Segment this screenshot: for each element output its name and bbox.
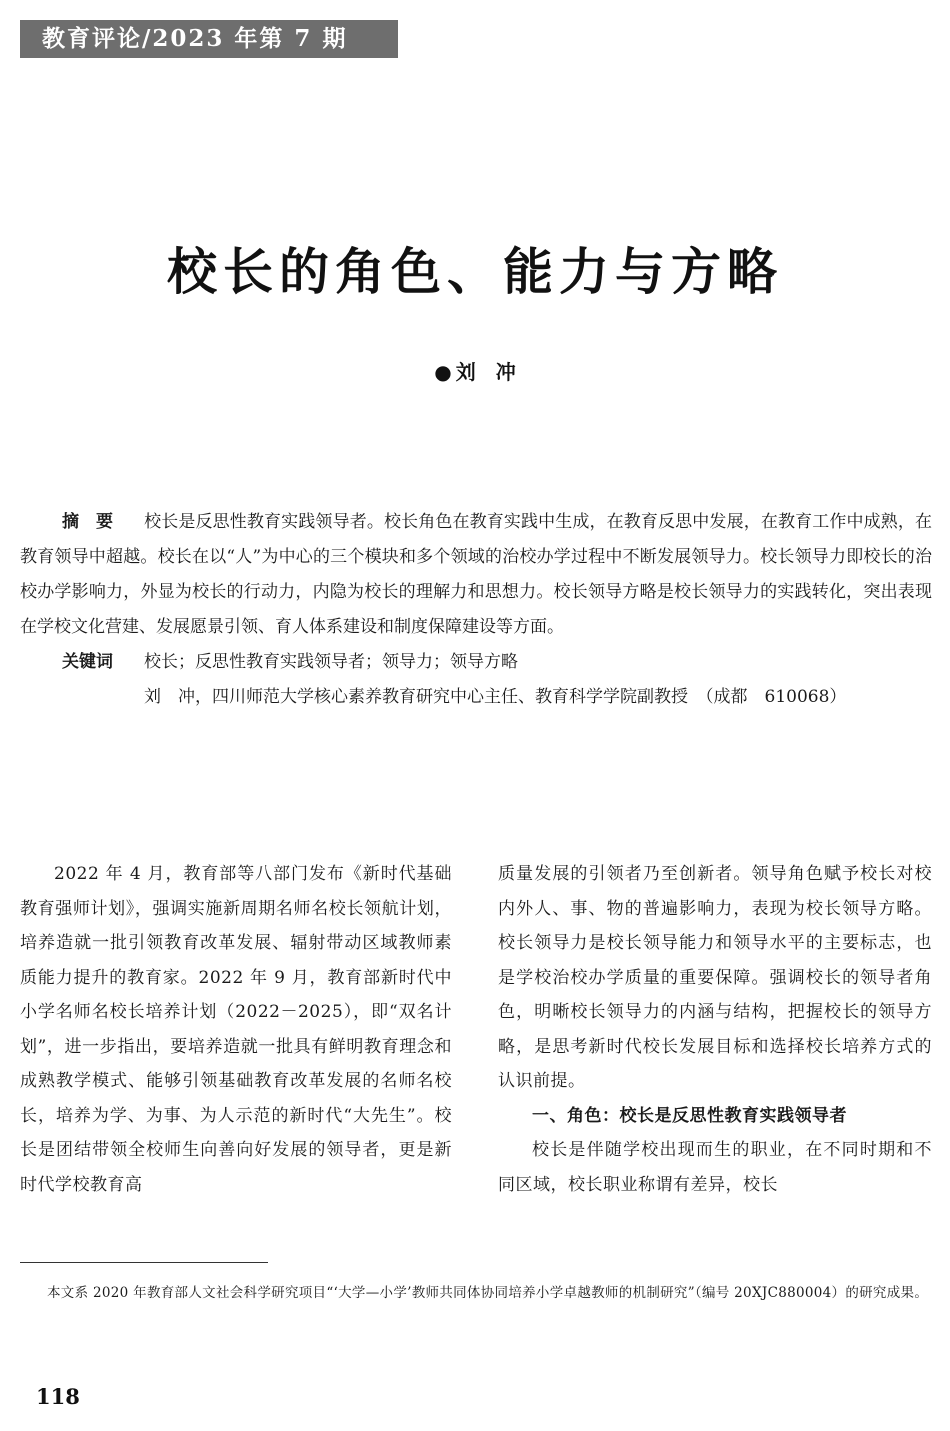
author-info-label	[20, 680, 144, 715]
footnote: 本文系 2020 年教育部人文社会科学研究项目“‘大学—小学’教师共同体协同培养小学卓越教师的机制研究”（编号 20XJC880004）的研究成果。	[47, 1285, 929, 1301]
abstract-text: 校长是反思性教育实践领导者。校长角色在教育实践中生成，在教育反思中发展，在教育工作中成熟，在教育领导中超越。校长在以“人”为中心的三个模块和多个领域的治校办学过程中不断发展领导力。校长领导力即校长的治校办学影响力，外显为校长的行动力，内隐为校长的理解力和思想力。校长领导方略是校长领导力的实践转化，突出表现在学校文化营建、发展愿景引领、育人体系建设和制度保障建设等方面。	[20, 512, 932, 637]
body-paragraph: 2022 年 4 月，教育部等八部门发布《新时代基础教育强师计划》，强调实施新周期名师名校长领航计划，培养造就一批引领教育改革发展、辐射带动区域教师素质能力提升的教育家。2022 年 9 月，教育部新时代中小学名师名校长培养计划（2022－2025），即“双名计划”，进一步指出，要培养造就一批具有鲜明教育理念和成熟教学模式、能够引领基础教育改革发展的名师名校长，培养为学、为事、为人示范的新时代“大先生”。校长是团结带领全校师生向善向好发展的领导者，更是新时代学校教育高	[20, 864, 452, 1195]
article-meta	[20, 505, 932, 715]
running-head: 教育评论/2023 年第 7 期	[20, 20, 398, 58]
page-number: 118	[36, 1384, 80, 1409]
footnote-divider	[20, 1262, 268, 1263]
author-info-text: 刘 冲，四川师范大学核心素养教育研究中心主任、教育科学学院副教授 （成都 610068）	[144, 687, 847, 707]
abstract-label: 摘 要	[62, 512, 113, 532]
body-paragraph-continued: 质量发展的引领者乃至创新者。领导角色赋予校长对校内外人、事、物的普遍影响力，表现为校长领导方略。校长领导力是校长领导能力和领导水平的主要标志，也是学校治校办学质量的重要保障。强调校长的领导者角色，明晰校长领导力的内涵与结构，把握校长的领导方略，是思考新时代校长发展目标和选择校长培养方式的认识前提。	[498, 864, 932, 1091]
body-paragraph: 校长是伴随学校出现而生的职业，在不同时期和不同区域，校长职业称谓有差异，校长	[498, 1140, 932, 1195]
bullet-icon: ●	[434, 360, 452, 384]
keywords-text: 校长；反思性教育实践领导者；领导力；领导方略	[144, 652, 518, 672]
article-title: 校长的角色、能力与方略	[167, 243, 783, 301]
author-info	[20, 680, 932, 715]
section-heading: 一、角色：校长是反思性教育实践领导者	[532, 1105, 847, 1126]
abstract	[20, 505, 932, 645]
body-column-right	[498, 857, 932, 1202]
keywords	[20, 645, 932, 680]
author-line	[0, 356, 950, 385]
keywords-label: 关键词	[62, 652, 113, 672]
author-name: 刘 冲	[455, 360, 516, 384]
body-column-left	[20, 857, 452, 1202]
